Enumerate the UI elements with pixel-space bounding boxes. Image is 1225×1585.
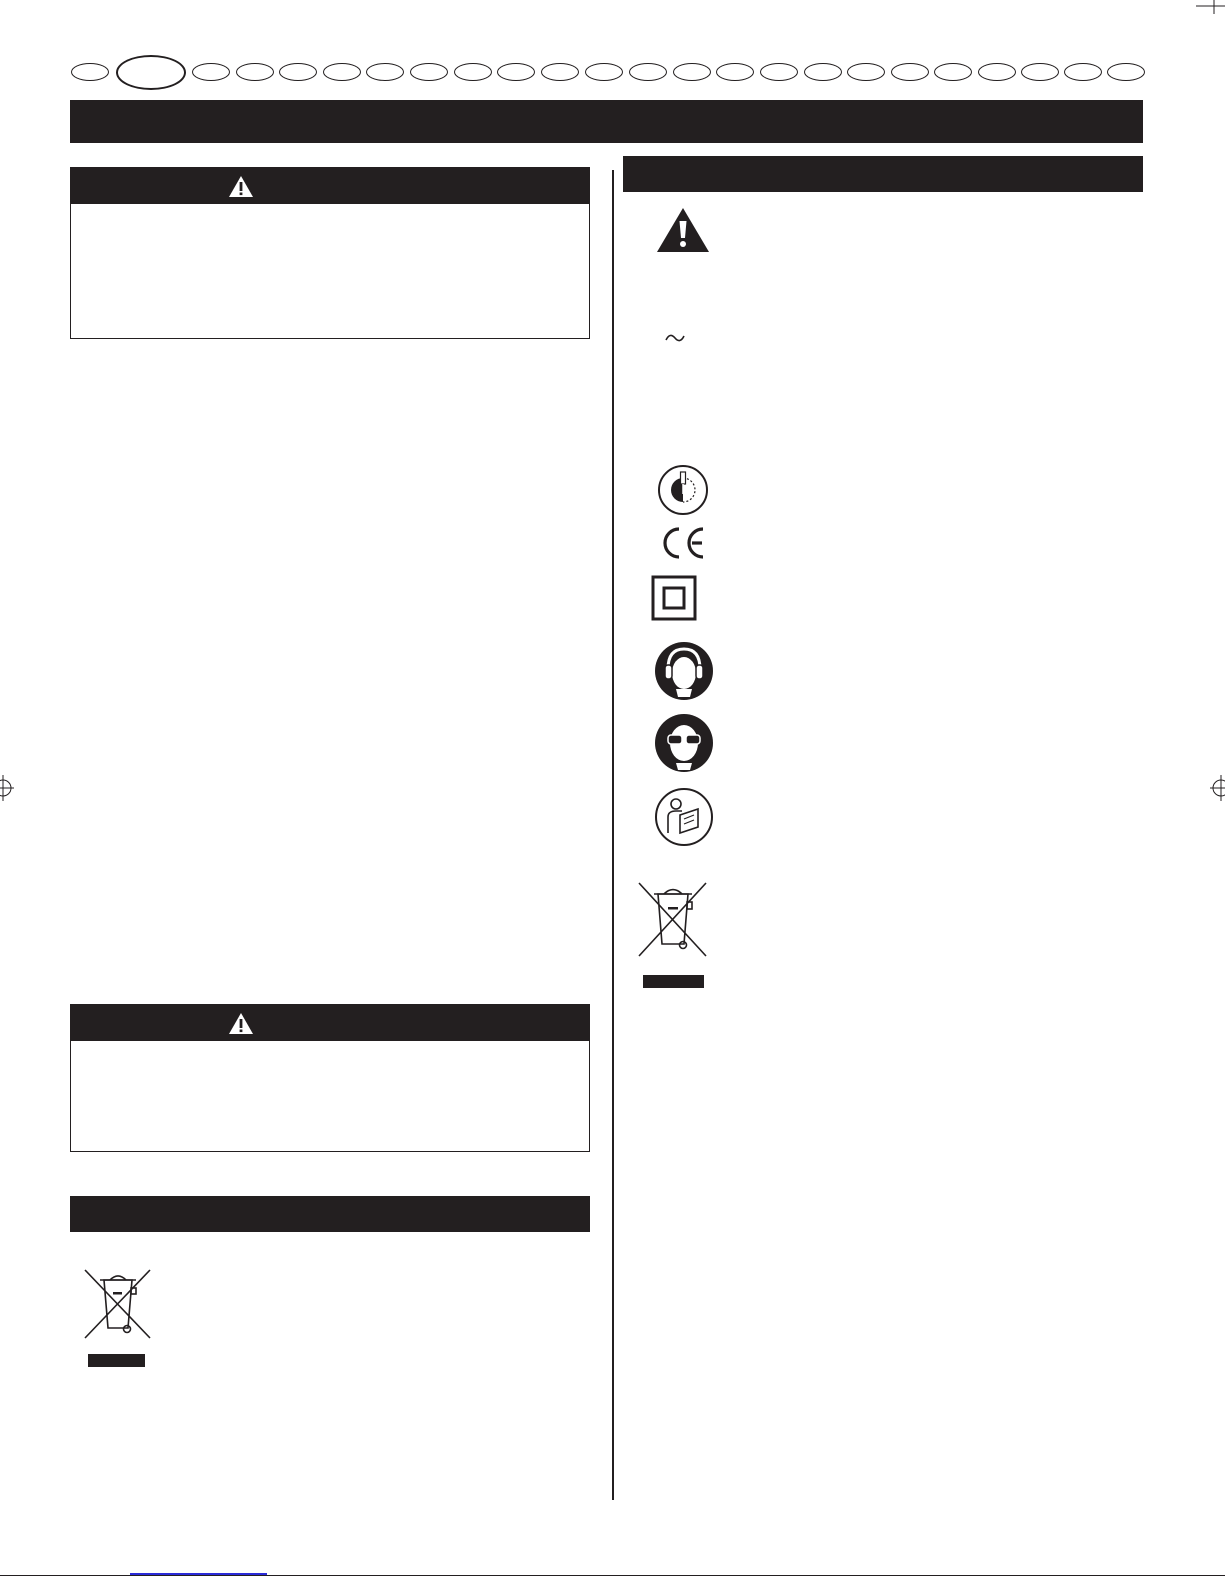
- ear-protection-icon: [654, 641, 714, 701]
- crop-mark-icon: [1196, 0, 1225, 14]
- warning-box: [70, 1004, 590, 1152]
- weee-bin-icon: [82, 1266, 154, 1368]
- language-tab[interactable]: [192, 63, 230, 81]
- section-header-bar: [623, 156, 1143, 192]
- language-tab[interactable]: [454, 63, 492, 81]
- language-tab[interactable]: [934, 63, 972, 81]
- language-tab[interactable]: [236, 63, 274, 81]
- language-tab[interactable]: [673, 63, 711, 81]
- registration-mark-icon: [1206, 775, 1225, 801]
- footer-rule: [0, 1575, 1225, 1576]
- warning-box: [70, 167, 590, 339]
- language-tab[interactable]: [410, 63, 448, 81]
- language-tab[interactable]: [847, 63, 885, 81]
- registration-mark-icon: [0, 775, 16, 801]
- language-tab[interactable]: [585, 63, 623, 81]
- language-tab[interactable]: [760, 63, 798, 81]
- language-tab[interactable]: [497, 63, 535, 81]
- language-tab[interactable]: [1021, 63, 1059, 81]
- noise-level-icon: [657, 464, 709, 516]
- warning-box-header: [71, 1005, 589, 1041]
- warning-box-header: [71, 168, 589, 204]
- weee-bin-icon: [636, 880, 710, 990]
- language-tab[interactable]: [1107, 63, 1145, 81]
- double-insulation-icon: [651, 575, 697, 621]
- language-tab[interactable]: [541, 63, 579, 81]
- page-title-bar: [70, 100, 1143, 143]
- warning-triangle-icon: [228, 1012, 254, 1035]
- read-manual-icon: [654, 787, 714, 847]
- footer-link[interactable]: [130, 1573, 267, 1575]
- warning-triangle-icon: [228, 175, 254, 198]
- language-tab[interactable]: [629, 63, 667, 81]
- language-tab[interactable]: [978, 63, 1016, 81]
- language-tab[interactable]: [71, 63, 109, 81]
- ce-mark-icon: [658, 525, 708, 561]
- eye-protection-icon: [654, 713, 714, 773]
- column-divider: [612, 170, 614, 1500]
- language-tab[interactable]: [279, 63, 317, 81]
- language-tab-active[interactable]: [116, 55, 186, 90]
- language-tab[interactable]: [804, 63, 842, 81]
- warning-triangle-icon: [656, 207, 710, 253]
- language-tab[interactable]: [1064, 63, 1102, 81]
- language-tab[interactable]: [323, 63, 361, 81]
- section-header-bar: [70, 1196, 590, 1232]
- language-tab[interactable]: [891, 63, 929, 81]
- language-tab[interactable]: [366, 63, 404, 81]
- language-tab[interactable]: [716, 63, 754, 81]
- alternating-current-icon: [664, 330, 686, 346]
